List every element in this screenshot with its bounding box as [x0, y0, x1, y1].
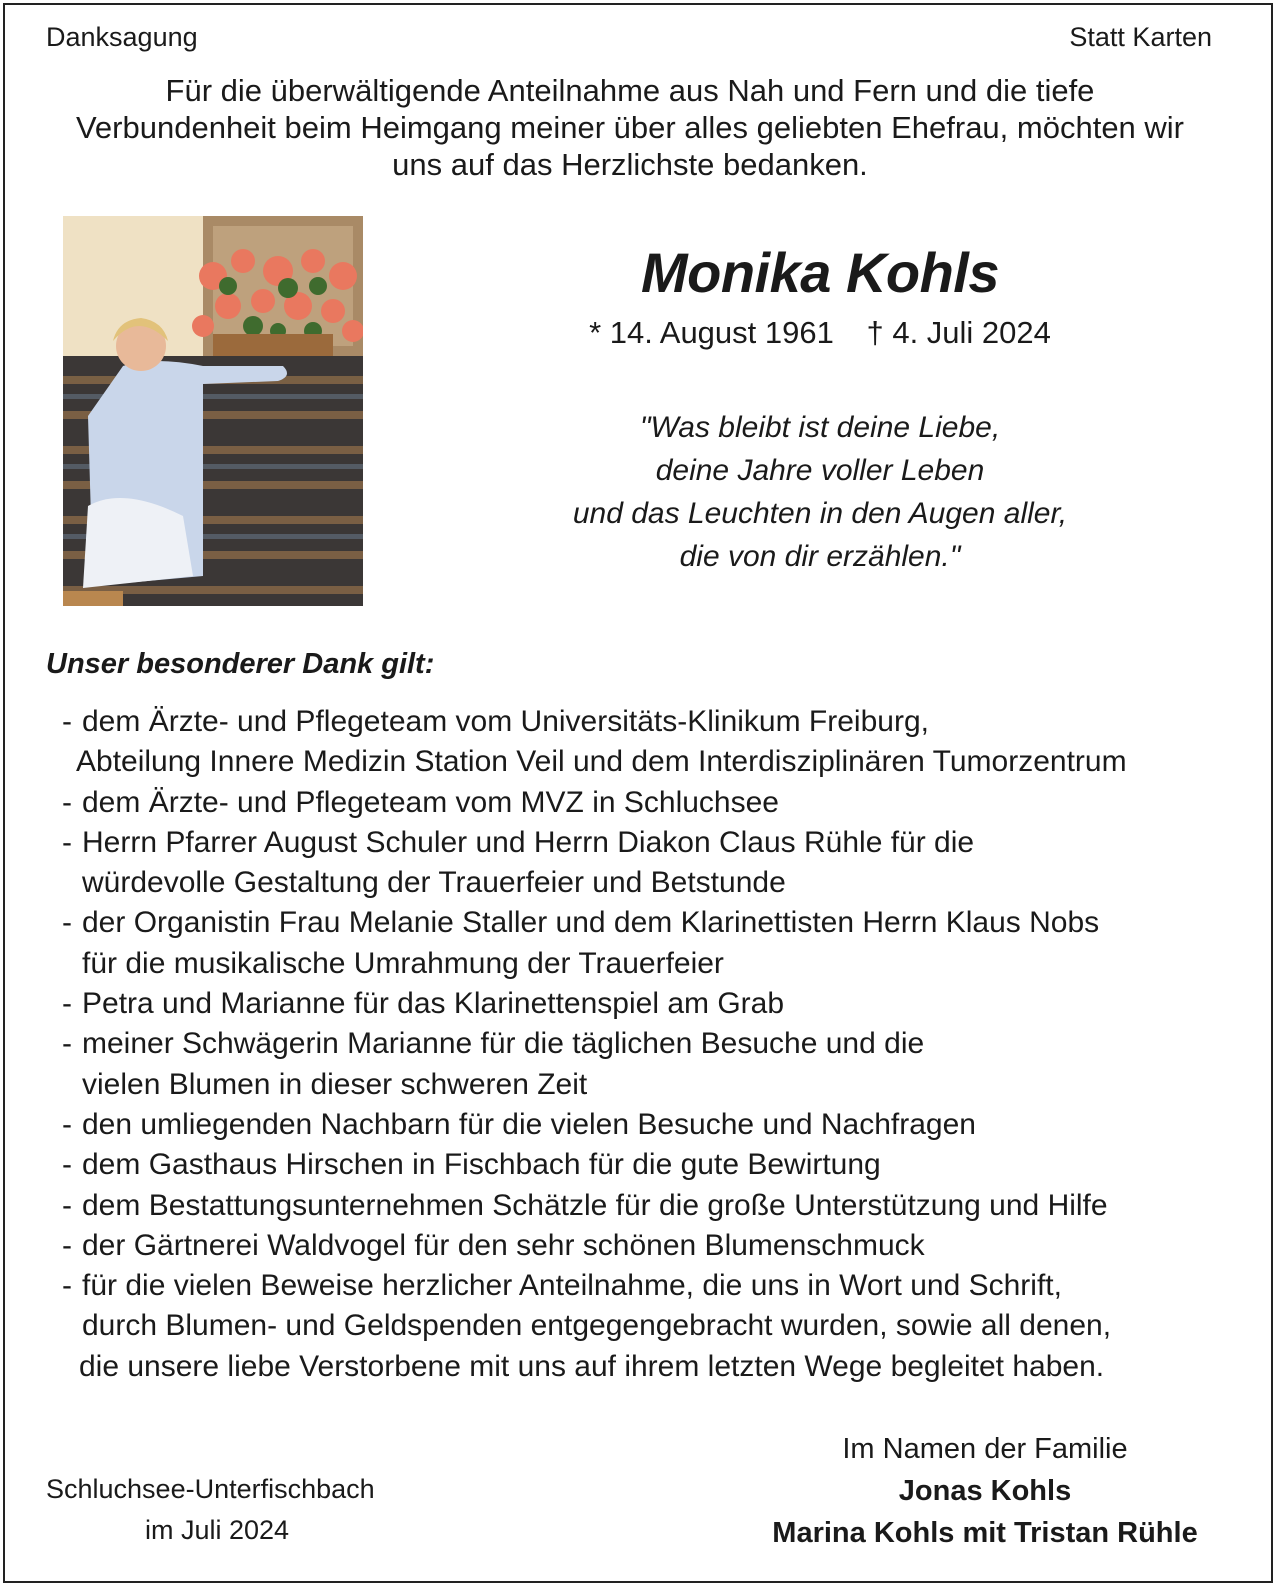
thanks-line: Herrn Pfarrer August Schuler und Herrn Diakon Claus Rühle für die — [82, 825, 975, 859]
thanks-list-item — [62, 1186, 1252, 1226]
intro-text — [40, 72, 1220, 183]
list-dash: - — [62, 1107, 72, 1141]
thanks-list — [62, 702, 1252, 1387]
list-dash: - — [62, 705, 72, 738]
quote-line: "Was bleibt ist deine Liebe, — [639, 411, 1001, 444]
list-dash: - — [62, 1269, 72, 1303]
birth-date: * 14. August 1961 — [589, 315, 834, 350]
signer-name: Marina Kohls mit Tristan Rühle — [772, 1517, 1198, 1549]
memorial-quote — [480, 406, 1160, 578]
list-dash: - — [62, 1148, 72, 1182]
thanks-list-item — [62, 1024, 1252, 1105]
life-dates — [560, 315, 1080, 351]
thanks-list-item — [62, 984, 1252, 1024]
list-dash: - — [62, 785, 72, 819]
thanks-line: dem Bestattungsunternehmen Schätzle für die große Unterstützung und Hilfe — [82, 1188, 1108, 1222]
thanks-line: meiner Schwägerin Marianne für die täglichen Besuche und die — [82, 1027, 925, 1061]
list-dash: - — [62, 1228, 72, 1262]
deceased-name: Monika Kohls — [640, 241, 1000, 304]
thanks-list-item — [62, 1226, 1252, 1266]
thanks-line: der Organistin Frau Melanie Staller und dem Klarinettisten Herrn Klaus Nobs — [82, 906, 1100, 940]
list-dash: - — [62, 1188, 72, 1222]
quote-line: und das Leuchten in den Augen aller, — [572, 497, 1068, 530]
thanks-list-item — [62, 823, 1252, 904]
thanks-list-item — [62, 702, 1252, 783]
place-name: Schluchsee-Unterfischbach — [46, 1474, 375, 1504]
thanks-list-item — [62, 783, 1252, 823]
list-dash: - — [62, 825, 72, 859]
thanks-list-item — [62, 903, 1252, 984]
intro-line: uns auf das Herzlichste bedanken. — [392, 147, 868, 182]
thanks-line: Petra und Marianne für das Klarinettenspiel am Grab — [82, 987, 785, 1021]
quote-line: deine Jahre voller Leben — [655, 454, 985, 487]
thanks-line: würdevolle Gestaltung der Trauerfeier und Betstunde — [82, 866, 786, 900]
portrait-photo — [63, 216, 363, 606]
family-signature — [760, 1428, 1210, 1554]
thanks-list-item — [62, 1105, 1252, 1145]
quote-line: die von dir erzählen." — [679, 540, 961, 573]
thanks-line: für die musikalische Umrahmung der Trauerfeier — [82, 946, 724, 980]
header-label-right: Statt Karten — [1069, 22, 1212, 52]
thanks-line: dem Ärzte- und Pflegeteam vom Universitäts-Klinikum Freiburg, — [82, 705, 929, 738]
thanks-line: den umliegenden Nachbarn für die vielen Besuche und Nachfragen — [82, 1107, 976, 1141]
thanks-line: durch Blumen- und Geldspenden entgegengebracht wurden, sowie all denen, — [82, 1309, 1112, 1343]
death-date: † 4. Juli 2024 — [866, 315, 1051, 350]
list-dash: - — [62, 906, 72, 940]
intro-line: Verbundenheit beim Heimgang meiner über alles geliebten Ehefrau, möchten wir — [75, 110, 1185, 145]
list-dash: - — [62, 1027, 72, 1061]
thanks-line: der Gärtnerei Waldvogel für den sehr schönen Blumenschmuck — [82, 1228, 925, 1262]
thanks-line: vielen Blumen in dieser schweren Zeit — [82, 1067, 588, 1101]
header-label-left: Danksagung — [46, 22, 198, 52]
thanks-list-item — [62, 1145, 1252, 1185]
thanks-line: für die vielen Beweise herzlicher Anteilnahme, die uns in Wort und Schrift, — [82, 1269, 1062, 1303]
portrait-photo-illustration — [63, 216, 363, 606]
notice-date: im Juli 2024 — [145, 1515, 290, 1545]
thanks-line: die unsere liebe Verstorbene mit uns auf ihrem letzten Wege begleitet haben. — [79, 1349, 1105, 1383]
list-dash: - — [62, 987, 72, 1021]
thanks-line: Abteilung Innere Medizin Station Veil und dem Interdisziplinären Tumorzentrum — [76, 745, 1127, 779]
thanks-list-item — [62, 1266, 1252, 1387]
thanks-heading: Unser besonderer Dank gilt: — [46, 648, 435, 680]
thanks-line: dem Gasthaus Hirschen in Fischbach für die gute Bewirtung — [82, 1148, 881, 1182]
intro-line: Für die überwältigende Anteilnahme aus Nah und Fern und die tiefe — [165, 73, 1095, 108]
signer-name: Jonas Kohls — [898, 1475, 1072, 1507]
thanks-line: dem Ärzte- und Pflegeteam vom MVZ in Schluchsee — [82, 785, 779, 819]
family-intro: Im Namen der Familie — [842, 1433, 1128, 1465]
